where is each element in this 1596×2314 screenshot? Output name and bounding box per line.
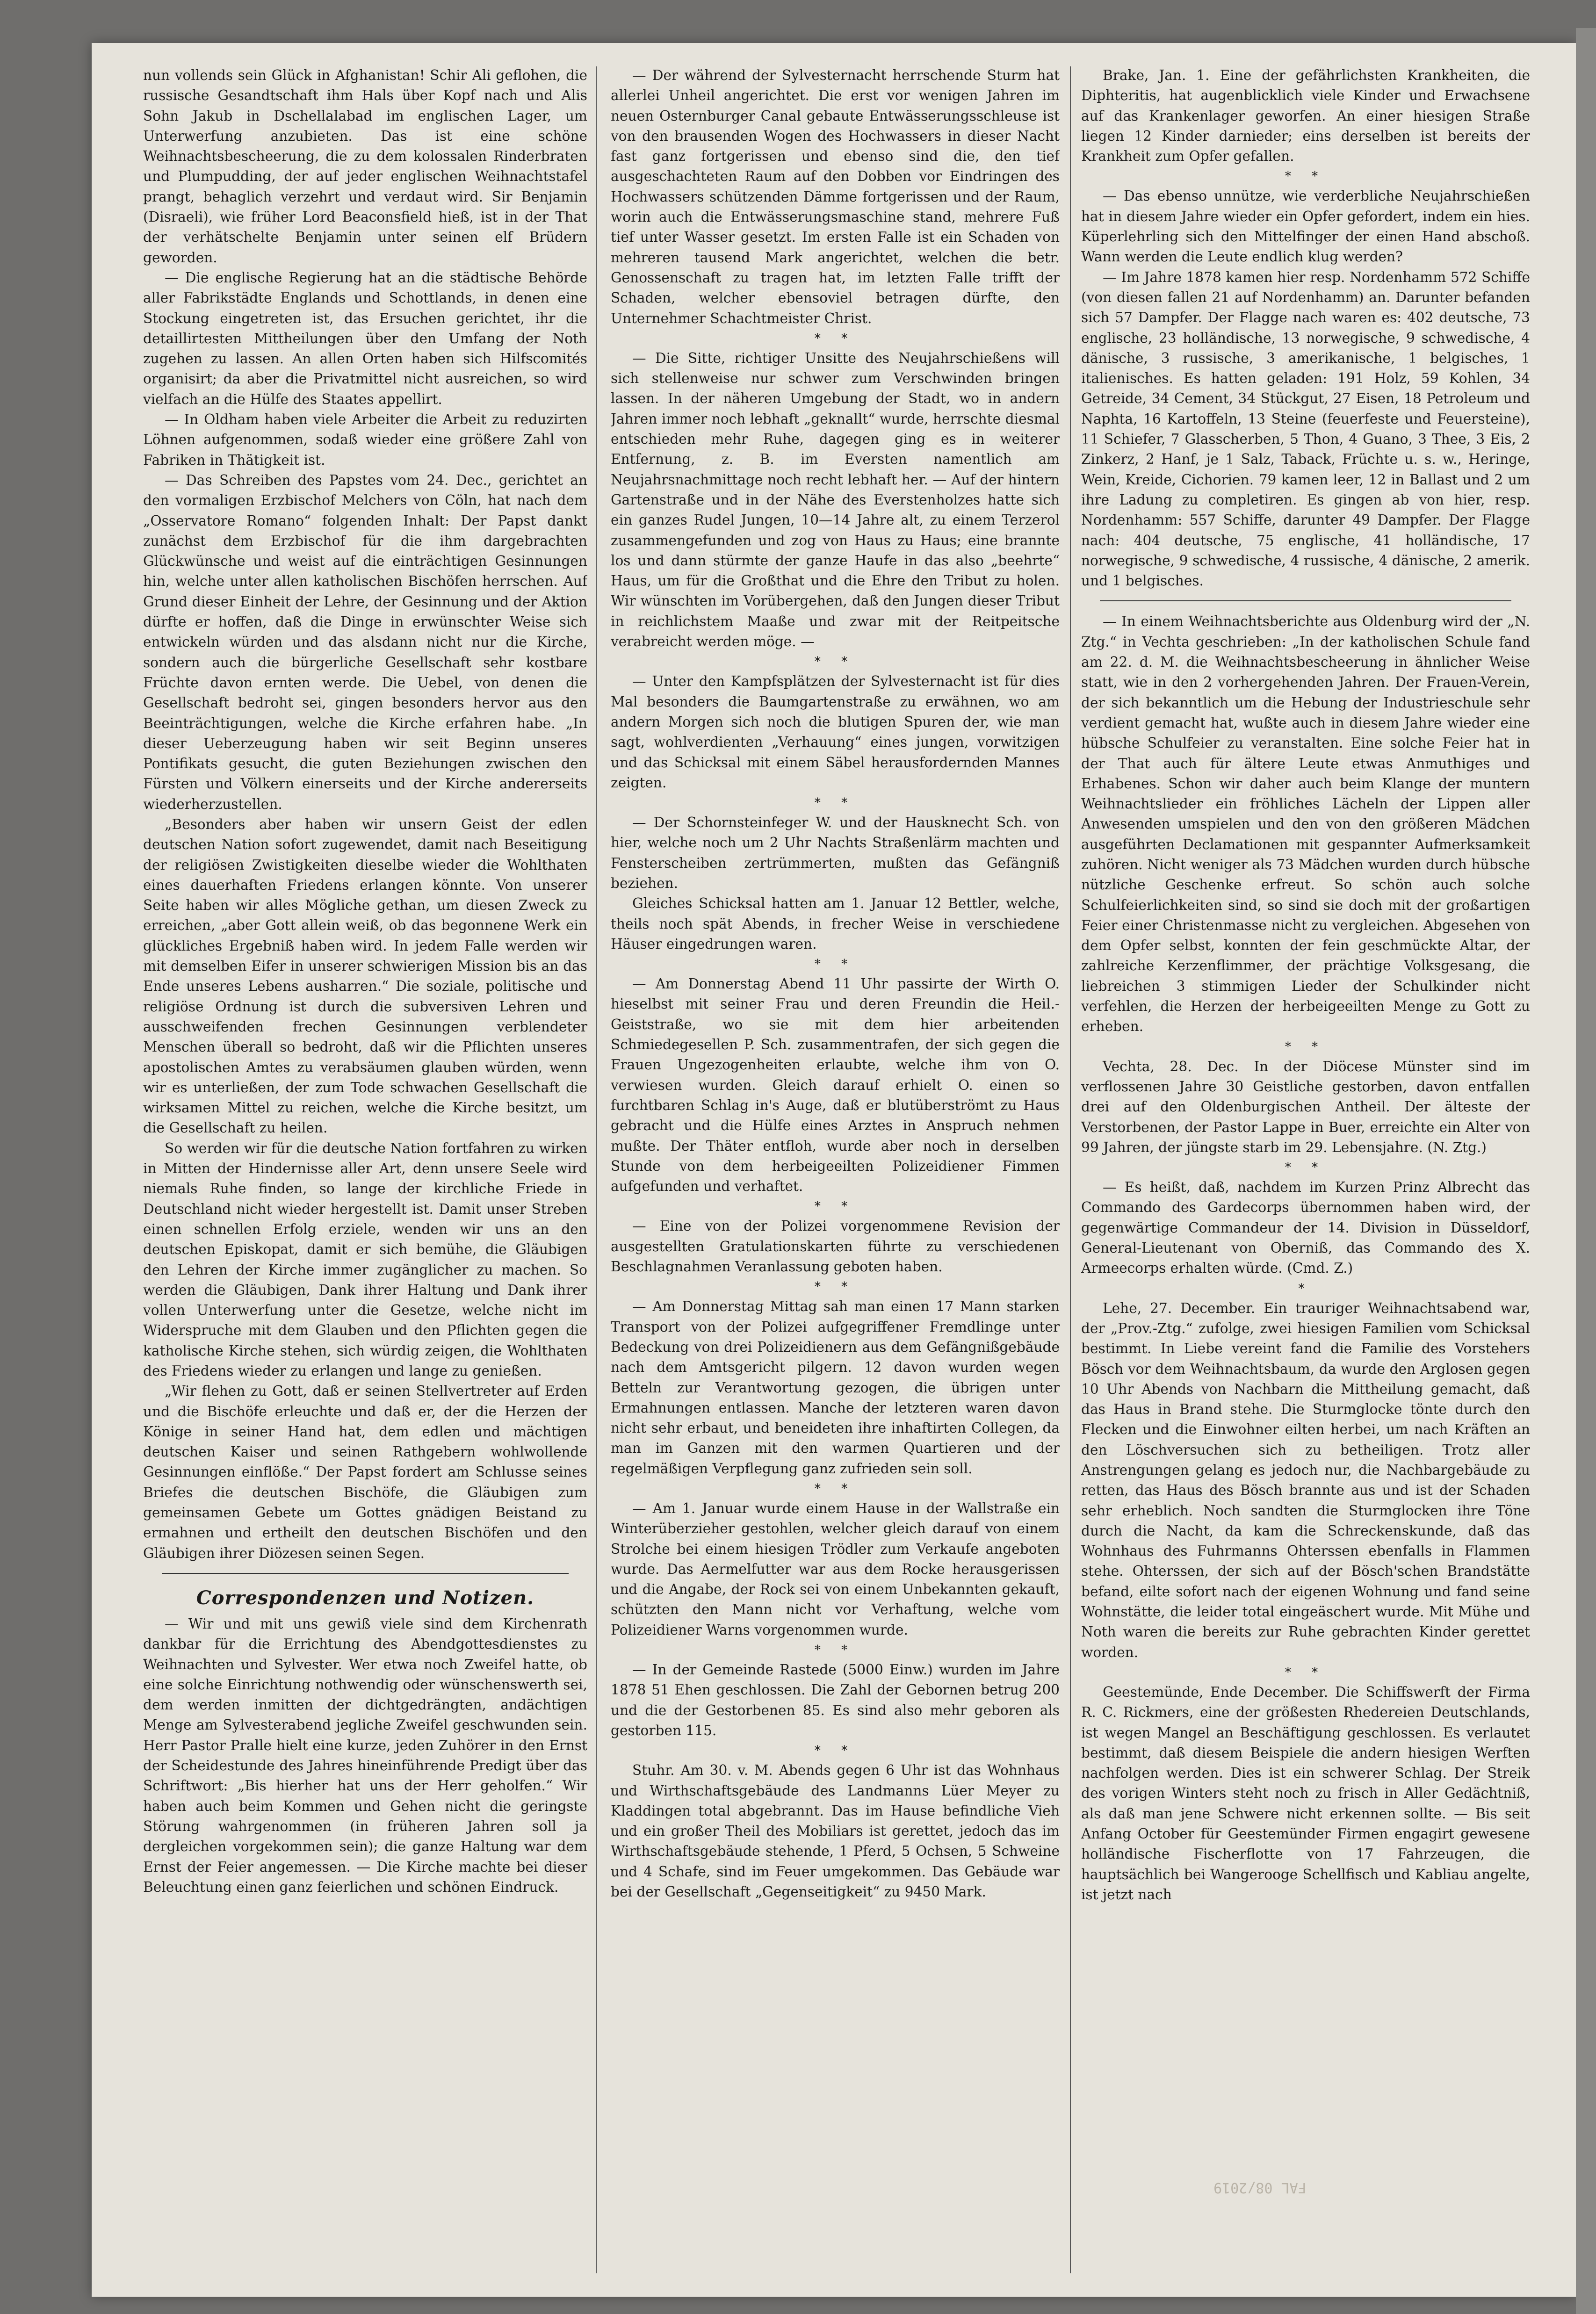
paragraph: — In Oldham haben viele Arbeiter die Arbeit zu reduzirten Löhnen aufgenommen, sodaß wieder eine größere Zahl von Fabriken in Thätigkeit ist. [143, 411, 587, 468]
section-heading: Correspondenzen und Notizen. [196, 1586, 534, 1609]
column-2 [611, 65, 1060, 2272]
paragraph: — Es heißt, daß, nachdem im Kurzen Prinz Albrecht das Commando des Gardecorps übernommen haben wird, der gegenwärtige Commandeur der 14. Division in Düsseldorf, General-Lieutenant von Oberniß, das Commando des X. Armeecorps erhalten würde. (Cmd. Z.) [1081, 1179, 1530, 1276]
asterism: * * [814, 1199, 856, 1214]
asterism: * * [1285, 169, 1327, 184]
asterism: * * [814, 1643, 856, 1658]
asterism: * * [814, 957, 856, 972]
asterism: * * [814, 796, 856, 810]
paragraph: Lehe, 27. December. Ein trauriger Weihnachtsabend war, der „Prov.-Ztg.“ zufolge, zwei hiesigen Familien vom Schicksal bestimmt. In Liebe vereint fand die Familie des Vorstehers Bösch vor dem Weihnachtsbaum, da wurde den Arglosen gegen 10 Uhr Abends von Nachbarn die Mittheilung gemacht, daß das Haus in Brand stehe. Die Sturmglocke tönte durch den Flecken und die Einwohner eilten herbei, um nach Kräften an den Löschversuchen sich zu betheiligen. Trotz aller Anstrengungen gelang es jedoch nur, die Nachbargebäude zu retten, das Haus des Bösch brannte aus und ist der Schaden sehr erheblich. Noch sandten die Sturmglocken ihre Töne durch die Nacht, da kam die Schreckenskunde, daß das Wohnhaus des Fuhrmanns Ohterssen ebenfalls in Flammen stehe. Ohterssen, der sich auf der Bösch'schen Brandstätte befand, eilte sofort nach der eigenen Wohnung und fand seine Wohnstätte, die leider total eingeäschert wurde. Mit Mühe und Noth waren die bereits zur Ruhe gebrachten Kinder gerettet worden. [1081, 1300, 1530, 1660]
paragraph: „Besonders aber haben wir unsern Geist der edlen deutschen Nation sofort zugewendet, damit nach Beseitigung der religiösen Zwistigkeiten dieselbe wieder die Wohlthaten eines dauerhaften Friedens erlangen könnte. Von unserer Seite haben wir alles Mögliche gethan, um diesen Zweck zu erreichen, „aber Gott allein weiß, ob das begonnene Werk ein glückliches Ergebniß haben wird. In jedem Falle werden wir mit demselben Eifer in unserer schwierigen Mission bis an das Ende unseres Lebens ausharren.“ Die soziale, politische und religiöse Ordnung ist durch die subversiven Lehren und ausschweifenden frechen Gesinnungen verblendeter Menschen überall so bedroht, daß wir die Pflichten unseres apostolischen Amtes zu verabsäumen glauben würden, wenn wir es unterließen, der zum Tode schwachen Gesellschaft die wirksamen Mittel zu reichen, welche die Kirche besitzt, um die Gesellschaft zu heilen. [143, 816, 587, 1136]
asterism: * [1298, 1281, 1313, 1296]
paragraph: Geestemünde, Ende December. Die Schiffswerft der Firma R. C. Rickmers, eine der größesten Rhedereien Deutschlands, ist wegen Mangel an Beschäftigung geschlossen. Es verlautet bestimmt, daß diesem Beispiele die andern hiesigen Werften nachfolgen werden. Dies ist ein schwerer Schlag. Der Streik des vorigen Winters steht noch zu frisch in Aller Gedächtniß, als daß man jene Schwere nicht erkennen sollte. — Bis seit Anfang October für Geestemünder Firmen engagirt gewesene holländische Fischerflotte von 17 Fahrzeugen, die hauptsächlich bei Wangerooge Schellfisch und Kabliau angelte, ist jetzt nach [1081, 1684, 1530, 1903]
paragraph: — In der Gemeinde Rastede (5000 Einw.) wurden im Jahre 1878 51 Ehen geschlossen. Die Zahl der Gebornen betrug 200 und die der Gestorbenen 85. Es sind also mehr geboren als gestorben 115. [611, 1662, 1060, 1738]
paragraph: — Das ebenso unnütze, wie verderbliche Neujahrschießen hat in diesem Jahre wieder ein Opfer gefordert, indem ein hies. Küperlehrling sich den Mittelfinger der einen Hand abschoß. Wann werden die Leute endlich klug werden? [1081, 188, 1530, 265]
paragraph: — Die englische Regierung hat an die städtische Behörde aller Fabrikstädte Englands und Schottlands, in denen eine Stockung eingetreten ist, das Ersuchen gerichtet, ihr die detaillirtesten Mittheilungen über den Umfang der Noth zugehen zu lassen. An allen Orten haben sich Hilfscomités organisirt; da aber die Privatmittel nicht ausreichen, so wird vielfach an die Hülfe des Staates appellirt. [143, 269, 587, 407]
asterism: * * [814, 1280, 856, 1294]
paragraph: Gleiches Schicksal hatten am 1. Januar 12 Bettler, welche, theils noch spät Abends, in frecher Weise in verschiedene Häuser eingedrungen waren. [611, 895, 1060, 952]
asterism: * * [814, 655, 856, 669]
column-1 [143, 65, 587, 2272]
section-divider [162, 1573, 569, 1574]
paragraph: Vechta, 28. Dec. In der Diöcese Münster sind im verflossenen Jahre 30 Geistliche gestorben, davon entfallen drei auf den Oldenburgischen Antheil. Der älteste der Verstorbenen, der Pastor Lappe in Buer, erreichte ein Alter von 99 Jahren, der jüngste starb im 29. Lebensjahre. (N. Ztg.) [1081, 1058, 1530, 1155]
asterism: * * [1285, 1665, 1327, 1680]
archive-stamp: FAL 08/2019 [1213, 2179, 1307, 2196]
paragraph: — Im Jahre 1878 kamen hier resp. Nordenhamm 572 Schiffe (von diesen fallen 21 auf Nordenhamm) an. Darunter befanden sich 57 Dampfer. Der Flagge nach waren es: 402 deutsche, 73 englische, 23 holländische, 13 norwegische, 9 schwedische, 4 dänische, 3 russische, 3 amerikanische, 1 belgisches, 1 italienisches. Es hatten geladen: 191 Holz, 59 Kohlen, 34 Getreide, 34 Cement, 34 Stückgut, 27 Eisen, 18 Petroleum und Naphta, 16 Kartoffeln, 13 Steine (feuerfeste und Feuersteine), 11 Schiefer, 7 Glasscherben, 5 Thon, 4 Guano, 3 Thee, 3 Eis, 2 Zinkerz, 2 Hanf, je 1 Salz, Taback, Früchte u. s. w., Heringe, Wein, Kreide, Cichorien. 79 kamen leer, 12 in Ballast und 2 um ihre Ladung zu completiren. Es gingen ab von hier, resp. Nordenhamm: 557 Schiffe, darunter 49 Dampfer. Der Flagge nach: 404 deutsche, 75 englische, 41 holländische, 17 norwegische, 9 schwedische, 4 russische, 4 dänische, 2 amerik. und 1 belgisches. [1081, 269, 1530, 589]
asterism: * * [814, 331, 856, 346]
paragraph: „Wir flehen zu Gott, daß er seinen Stellvertreter auf Erden und die Bischöfe erleuchte und daß er, der die Herzen der Könige in seiner Hand hat, dem edlen und mächtigen deutschen Kaiser und seinen Rathgebern wohlwollende Gesinnungen einflöße.“ Der Papst fordert am Schlusse seines Briefes die deutschen Bischöfe, die Gläubigen zum gemeinsamen Gebete um Gottes gnädigen Beistand zu ermahnen und ertheilt den deutschen Bischöfen und den Gläubigen ihrer Diözesen seinen Segen. [143, 1383, 587, 1561]
paragraph: — Das Schreiben des Papstes vom 24. Dec., gerichtet an den vormaligen Erzbischof Melchers von Cöln, hat nach dem „Osservatore Romano“ folgenden Inhalt: Der Papst dankt zunächst dem Erzbischof für die ihm dargebrachten Glückwünsche und weist auf die einträchtigen Gesinnungen hin, welche unter allen katholischen Bischöfen herrschen. Auf Grund dieser Einheit der Lehre, der Gesinnung und der Aktion dürfte er hoffen, daß die Dinge in erwünschter Weise sich entwickeln würden und das alsdann nicht nur die Kirche, sondern auch die bürgerliche Gesellschaft sehr kostbare Früchte davon ernten werde. Die Uebel, von denen die Gesellschaft bedroht sei, gingen besonders hervor aus den Beeinträchtigungen, welche die Kirche erfahren habe. „In dieser Ueberzeugung haben wir seit Beginn unseres Pontifikats gesucht, die guten Beziehungen zwischen den Fürsten und Völkern einerseits und der Kirche andererseits wiederherzustellen. [143, 472, 587, 812]
asterism: * * [1285, 1039, 1327, 1054]
column-3 [1081, 65, 1530, 2272]
asterism: * * [814, 1744, 856, 1758]
paragraph: — Wir und mit uns gewiß viele sind dem Kirchenrath dankbar für die Errichtung des Abendgottesdienstes zu Weihnachten und Sylvester. Wer etwa noch Zweifel hatte, ob eine solche Einrichtung nothwendig oder wünschenswerth sei, dem werden inmitten der dichtgedrängten, andächtigen Menge am Sylvesterabend jegliche Zweifel geschwunden sein. Herr Pastor Pralle hielt eine kurze, jeden Zuhörer in den Ernst der Scheidestunde des Jahres hineinführende Predigt über das Schriftwort: „Bis hierher hat uns der Herr geholfen.“ Wir haben auch beim Kommen und Gehen nicht die geringste Störung wahrgenommen (in früheren Jahren soll ja dergleichen vorgekommen sein); die ganze Haltung war dem Ernst der Feier angemessen. — Die Kirche machte bei dieser Beleuchtung einen ganz feierlichen und schönen Eindruck. [143, 1615, 587, 1895]
paragraph: — Der während der Sylvesternacht herrschende Sturm hat allerlei Unheil angerichtet. Die erst vor wenigen Jahren im neuen Osternburger Canal gebaute Entwässerungsschleuse ist von den brausenden Wogen des Hochwassers in dieser Nacht fast ganz fortgerissen und ebenso sind die, den tief ausgeschachteten Raum auf den Dobben vor Eindringen des Hochwassers schützenden Dämme fortgerissen und der Raum, worin auch die Entwässerungsmaschine stand, mehrere Fuß tief unter Wasser gesetzt. Im ersten Falle ist ein Schaden von mehreren tausend Mark angerichtet, welchen die betr. Genossenschaft zu tragen hat, im letzten Falle trifft der Schaden, welcher ebensoviel betragen dürfte, den Unternehmer Schachtmeister Christ. [611, 67, 1060, 326]
paragraph: — In einem Weihnachtsberichte aus Oldenburg wird der „N. Ztg.“ in Vechta geschrieben: „In der katholischen Schule fand am 22. d. M. die Weihnachtsbescheerung in ähnlicher Weise statt, wie in den 2 vorhergehenden Jahren. Der Frauen-Verein, der sich bekanntlich um die Hebung der Industrieschule sehr verdient gemacht hat, wußte auch in diesem Jahre wieder eine hübsche Schulfeier zu veranstalten. Eine solche Feier hat in der That auch für ältere Leute etwas Anmuthiges und Erhabenes. Schon wir daher auch beim Klange der muntern Weihnachtslieder ein fröhliches Lächeln der Lippen aller Anwesenden umspielen und den von den größeren Mädchen ausgeführten Declamationen mit gespannter Aufmerksamkeit zuhören. Nicht weniger als 73 Mädchen wurden durch hübsche nützliche Geschenke erfreut. So schön auch solche Schulfeierlichkeiten sind, so sind sie doch mit der großartigen Feier einer Christenmasse nicht zu vergleichen. Abgesehen von dem Opfer selbst, konnten der fein geschmückte Altar, der zahlreiche Kerzenflimmer, der prächtige Volksgesang, die liebreichen 3 stimmigen Lieder der Schulkinder nicht verfehlen, die Herzen der herbeigeeilten Menge zu Gott zu erheben. [1081, 613, 1530, 1035]
paragraph: Stuhr. Am 30. v. M. Abends gegen 6 Uhr ist das Wohnhaus und Wirthschaftsgebäude des Landmanns Lüer Meyer zu Kladdingen total abgebrannt. Das im Hause befindliche Vieh und ein großer Theil des Mobiliars ist gerettet, jedoch das im Wirthschaftsgebäude stehende, 1 Pferd, 5 Ochsen, 5 Schweine und 4 Schafe, sind im Feuer umgekommen. Das Gebäude war bei der Gesellschaft „Gegenseitigkeit“ zu 9450 Mark. [611, 1762, 1060, 1900]
newspaper-page [92, 43, 1576, 2297]
paragraph: — Der Schornsteinfeger W. und der Hausknecht Sch. von hier, welche noch um 2 Uhr Nachts Straßenlärm machten und Fensterscheiben zertrümmerten, mußten das Gefängniß beziehen. [611, 815, 1060, 891]
section-divider [1100, 600, 1511, 601]
paragraph: Brake, Jan. 1. Eine der gefährlichsten Krankheiten, die Diphteritis, hat augenblicklich viele Kinder und Erwachsene auf das Krankenlager geworfen. An einer hiesigen Straße liegen 12 Kinder darnieder; eins derselben ist bereits der Krankheit zum Opfer gefallen. [1081, 67, 1530, 165]
paragraph: — Die Sitte, richtiger Unsitte des Neujahrschießens will sich stellenweise nur schwer zum Verschwinden bringen lassen. In der näheren Umgebung der Stadt, wo in andern Jahren immer noch lebhaft „geknallt“ wurde, herrschte diesmal entschieden mehr Ruhe, dagegen ging es in weiterer Entfernung, z. B. im Eversten namentlich am Neujahrsnachmittage noch recht lebhaft her. — Auf der hintern Gartenstraße und in der Nähe des Everstenholzes hatte sich ein ganzes Rudel Jungen, 10—14 Jahre alt, zu einem Terzerol zusammengefunden und zog von Haus zu Haus; eine brannte los und dann stürmte der ganze Haufe in das also „beehrte“ Haus, um für die Großthat und die Ehre den Tribut zu holen. Wir wünschten im Vorübergehen, daß den Jungen dieser Tribut in reichlichstem Maaße und zwar mit der Reitpeitsche verabreicht werden möge. — [611, 350, 1060, 650]
paragraph: — Am Donnerstag Mittag sah man einen 17 Mann starken Transport von der Polizei aufgegriffener Fremdlinge unter Bedeckung von drei Polizeidienern aus dem Gefängnißgebäude nach dem Amtsgericht pilgern. 12 davon wurden wegen Betteln zur Verantwortung gezogen, die übrigen unter Ermahnungen entlassen. Manche der letzteren waren davon nicht sehr erbaut, und beneideten ihre inhaftirten Collegen, da man im Ganzen mit den warmen Quartieren und der regelmäßigen Verpflegung ganz zufrieden sein soll. [611, 1298, 1060, 1477]
scan-edge [1576, 28, 1596, 2314]
asterism: * * [1285, 1161, 1327, 1175]
paragraph: So werden wir für die deutsche Nation fortfahren zu wirken in Mitten der Hindernisse aller Art, denn unsere Seele wird niemals Ruhe finden, so lange der kirchliche Friede in Deutschland nicht wieder hergestellt ist. Damit unser Streben einen schnellen Erfolg erziele, wenden wir uns an den deutschen Episkopat, damit er sich bemühe, die Gläubigen den Lehren der Kirche immer zugänglicher zu machen. So werden die Gläubigen, Dank ihrer Haltung und Dank ihrer vollen Unterwerfung unter die Gesetze, welche nicht im Widerspruche mit dem Glauben und den Pflichten gegen die katholische Kirche stehen, sich würdig zeigen, die Wohlthaten des Friedens wieder zu erlangen und lange zu genießen. [143, 1140, 587, 1379]
paragraph: — Am Donnerstag Abend 11 Uhr passirte der Wirth O. hieselbst mit seiner Frau und deren Freundin die Heil.-Geiststraße, wo sie mit dem hier arbeitenden Schmiedegesellen P. Sch. zusammentrafen, der sich gegen die Frauen Ungezogenheiten erlaubte, welche ihm von O. verwiesen wurden. Gleich darauf erhielt O. einen so furchtbaren Schlag in's Auge, daß er blutüberströmt zu Haus gebracht und die Hülfe eines Arztes in Anspruch nehmen mußte. Der Thäter entfloh, wurde aber noch in derselben Stunde von dem herbeigeeilten Polizeidiener Fimmen aufgefunden und verhaftet. [611, 976, 1060, 1195]
column-rule [1070, 66, 1071, 2273]
paragraph: nun vollends sein Glück in Afghanistan! Schir Ali geflohen, die russische Gesandtschaft ihm Hals über Kopf nach und Alis Sohn Jakub in Dschellalabad im englischen Lager, um Unterwerfung anzubieten. Das ist eine schöne Weihnachtsbescheerung, die zu dem kolossalen Rinderbraten und Plumpudding, der auf jeder englischen Weihnachtstafel prangt, behaglich verzehrt und verdaut wird. Sir Benjamin (Disraeli), wie früher Lord Beaconsfield hieß, ist in der That der verhätschelte Benjamin unter seinen elf Brüdern geworden. [143, 67, 587, 266]
paragraph: — Am 1. Januar wurde einem Hause in der Wallstraße ein Winterüberzieher gestohlen, welcher gleich darauf von einem Strolche bei einem hiesigen Trödler zum Verkaufe angeboten wurde. Das Aermelfutter war aus dem Rocke herausgerissen und die Angabe, der Rock sei von einem Unbekannten gekauft, schützten den Mann nicht vor Verhaftung, welche vom Polizeidiener Warns vorgenommen wurde. [611, 1500, 1060, 1638]
paragraph: — Unter den Kampfsplätzen der Sylvesternacht ist für dies Mal besonders die Baumgartenstraße zu erwähnen, wo am andern Morgen sich noch die blutigen Spuren der, wie man sagt, wohlverdienten „Verhauung“ eines jungen, vorwitzigen und das Schicksal mit einem Säbel herausfordernden Mannes zeigten. [611, 673, 1060, 791]
asterism: * * [814, 1482, 856, 1496]
column-rule [596, 66, 597, 2273]
paragraph: — Eine von der Polizei vorgenommene Revision der ausgestellten Gratulationskarten führte zu verschiedenen Beschlagnahmen Veranlassung geboten haben. [611, 1218, 1060, 1275]
